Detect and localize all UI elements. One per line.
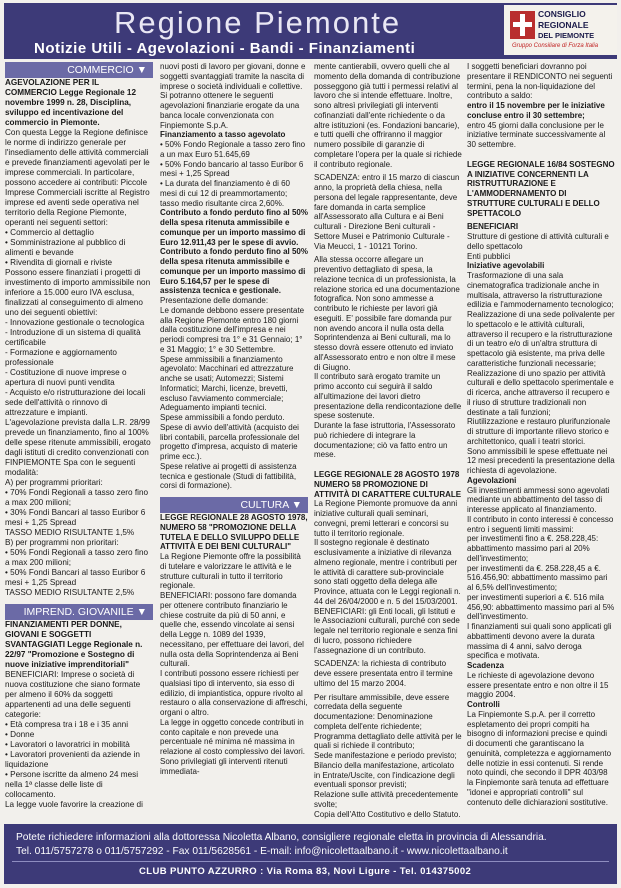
paragraph: per investimenti superiori a €. 516 mila 456,90: abbattimento massimo pari al 5% dell'investimento. [467,592,615,622]
paragraph: Le richieste di agevolazione devono essere presentate entro e non oltre il 15 maggio 2004. [467,670,609,700]
paragraph: Il contributo sarà erogato tramite un primo acconto cui seguirà il saldo all'ultimazione dei lavori dietro presentazione della rendicontazione delle spese sostenute. [314,372,462,421]
commercio-heading: AGEVOLAZIONE PER IL COMMERCIO Legge Regionale 12 novembre 1999 n. 28, Disciplina, sviluppo ed incentivazione del commercio in Piemonte. [5,78,137,127]
list-item: Relazione sulle attività precedentemente svolte; [314,790,459,809]
highlight-paragraph: Contributo a fondo perduto fino al 50% della spesa ritenuta ammissibile e comunque per un importo massimo di Euro 5.164,57 per le spese di assistenza tecnica e gestionale. [160,247,308,296]
list-item: Bilancio della manifestazione, articolato in Entrate/Uscite, con l'indicazione degli eventuali sponsor previsti; [314,760,455,790]
header-banner [4,3,617,59]
section-band-commercio: COMMERCIO ▼ [5,62,153,78]
subheading: Scadenza [467,661,504,670]
paragraph: La Regione Piemonte offre la possibilità di tutelare e valorizzare le attività e le strutture culturali in tutto il territorio regionale. [160,552,301,591]
list-item: • Commercio al dettaglio [5,228,153,238]
list-item: - Costituzione di nuove imprese o apertura di nuovi punti vendita [5,368,153,388]
giovanile-paragraph: BENEFICIARI: Imprese o società di nuova costituzione che siano formate per almeno il 60% da soggetti appartenenti ad una delle seguenti categorie: [5,670,141,719]
footer-banner [4,824,617,884]
paragraph: Presentazione delle domande: [160,296,269,305]
paragraph: per investimenti fino a €. 258.228,45: abbattimento massimo pari al 20% dell'investimento; [467,534,599,563]
giovanile-heading: FINANZIAMENTI PER DONNE, GIOVANI E SOGGETTI SVANTAGGIATI Legge Regionale n. 22/97 "Promozione e Sostegno di nuove iniziative imprenditoriali" [5,620,143,669]
spettacolo-heading: LEGGE REGIONALE 16/84 SOSTEGNO A INIZIATIVE CONCERNENTI LA RISTRUTTURAZIONE E L'AMMODERNAMENTO DI STRUTTURE CULTURALI E DELLO SPETTACOLO [467,159,615,218]
consiglio-logo [504,5,617,55]
paragraph: Gli investimenti ammessi sono agevolati mediante un abbattimento del tasso di interesse applicato al finanziamento. [467,485,610,514]
cultura-heading: LEGGE REGIONALE 28 AGOSTO 1978, NUMERO 58 "PROMOZIONE DELLA TUTELA E DELLO SVILUPPO DELLE ATTIVITÀ E DEI BENI CULTURALI" [160,513,308,552]
paragraph: Spese di avvio dell'attività (acquisto dei libri contabili, parcella professionale del progetto d'impresa, acquisto di materie prime ecc.). [160,422,300,461]
list-item: • Persone iscritte da almeno 24 mesi nella 1ª classe delle liste di collocamento. [5,770,153,800]
footer-info: Potete richiedere informazioni alla dottoressa Nicoletta Albano, consigliere regionale eletta in provincia di Alessandria. [16,832,547,843]
list-item: • 50% Fondo Regionale a tasso zero fino a un max Euro 51.645,69 [160,140,308,160]
page-subtitle: Notizie Utili - Agevolazioni - Bandi - Finanziamenti [34,40,416,57]
list-item: - Innovazione gestionale o tecnologica [5,318,153,328]
giovanile-paragraph: Si potranno ottenere le seguenti agevolazioni finanziarie erogate da una banca locale convenzionata con Finpiemonte S.p.A. [160,91,300,130]
paragraph: Il contributo in conto interessi è concesso entro i seguenti limiti massimi: [467,514,614,534]
paragraph: La Regione Piemonte promuove da anni iniziative culturali quali seminari, convegni, premi letterari e concorsi su tutto il territorio regionale. [314,499,458,538]
paragraph: Trasformazione di una sala cinematografica tradizionale anche in multisala, attraverso la ristrutturazione edilizia e l'ammodernamento tecnologico; [467,271,614,310]
paragraph: Le domande debbono essere presentate alla Regione Piemonte entro 180 giorni dalla costituzione dell'impresa e nei periodi compresi tra 1° e 31 Gennaio; 1° e 31 Maggio; 1° e 30 Settembre. [160,305,305,354]
list-item: • 50% Fondi Regionali a tasso zero fino a max 200 milioni; [5,548,153,568]
commercio-rate: TASSO MEDIO RISULTANTE 2,5% [5,588,135,597]
column-4 [467,62,615,807]
column-2 [160,62,308,776]
footer-contacts: Tel. 011/5757278 o 011/5757292 - Fax 011/5628561 - E-mail: info@nicolettaalbano.it - www.nicolettaalbano.it [16,846,508,857]
paragraph: I soggetti beneficiari dovranno poi presentare il RENDICONTO nei seguenti termini, pena la non-liquidazione del contributo a saldo: [467,62,613,101]
subheading: Controlli [467,700,500,709]
paragraph: Spese relative ai progetti di assistenza tecnica e gestionale (Studi di fattibilità, corsi di formazione). [160,461,297,491]
paragraph: La legge in oggetto concede contributi in conto capitale e non prevede una percentuale né minima né massima in relazione al costo complessivo dei lavori. Sono privilegiati gli interventi ritenuti immediata- [160,717,305,776]
cultura-subheading: LEGGE REGIONALE 28 AGOSTO 1978 NUMERO 58 PROMOZIONE DI ATTIVITÀ DI CARATTERE CULTURALE [314,470,462,499]
paragraph: Spese ammissibili a finanziamento agevolato: Macchinari ed attrezzature anche se usati; Automezzi; Sistemi Informatici; Marchi, licenze, brevetti, escluso l'avviamento commerciale; Adeguamento impianti tecnici. [160,354,294,413]
logo-line4: Gruppo Consiliare di Forza Italia [512,43,599,49]
commercio-paragraph: Possono essere finanziati i progetti di investimento di importo ammissibile non inferiore a 15.000 euro IVA esclusa, finalizzati al conseguimento di almeno uno dei seguenti obiettivi: [5,268,151,317]
commercio-rate: TASSO MEDIO RISULTANTE 1,5% [5,528,135,537]
paragraph: I finanziamenti sui quali sono applicati gli abbattimenti devono avere la durata massima di 4 anni, salvo deroga specifica e motivata. [467,622,612,661]
paragraph: per investimenti da €. 258.228,45 a €. 516.456,90: abbattimento massimo pari al 6,5% dell'investimento; [467,563,608,592]
paragraph: BENEFICIARI: gli Enti locali, gli Istituti e le Associazioni culturali, purché con sede legale nel territorio regionale e senza fini di lucro, possono richiedere l'assegnazione di un contributo. [314,606,460,655]
list-item: • La durata del finanziamento è di 60 mesi di cui 12 di preammortamento; tasso medio risultante circa 2,60%. [160,179,308,208]
paragraph: La Finpiemonte S.p.A. per il corretto espletamento dei propri compiti ha bisogno di informazioni precise e quindi di documenti che garantiscano la genuinità, completezza e aggiornamento delle notizie in essi contenuti. Si rende noto quindi, che secondo il DPR 403/98 la Finpiemonte sarà tenuta ad effettuare "idonei e appropriati controlli" sul contenuto delle dichiarazioni sostitutive. [467,709,612,807]
commercio-paragraph: A) per programmi prioritari: [5,478,103,487]
list-item: • 70% Fondi Regionali a tasso zero fino a max 200 milioni; [5,488,153,508]
paragraph: entro 45 giorni dalla conclusione per le iniziative terminate successivamente al 30 settembre. [467,120,606,149]
list-item: - Acquisto e/o ristrutturazione dei locali sede dell'attività o rinnovo di attrezzature e impianti. [5,388,153,418]
paragraph: Spese ammissibili a fondo perduto. [160,413,285,422]
column-1 [5,62,153,810]
list-item: • 30% Fondi Bancari al tasso Euribor 6 mesi + 1,25 Spread [5,508,153,528]
column-3 [314,62,462,819]
section-band-cultura: CULTURA ▼ [160,497,308,513]
crest-icon [510,11,535,39]
subheading: Iniziative agevolabili [467,261,545,271]
paragraph: SCADENZA: entro il 15 marzo di ciascun anno, la proprietà della chiesa, nella persona del legale rappresentante, deve fare domanda in carta semplice all'Assessorato alla Cultura e ai Beni culturali - Direzione Beni culturali - Settore Musei e Patrimonio Culturale - Via Meucci, 1 - 10121 Torino. [314,173,460,251]
subheading: Agevolazioni [467,475,517,485]
commercio-intro: Con questa Legge la Regione definisce le norme di indirizzo generale per l'insediamento delle attività commerciali e prevede finanziamenti agevolati per le imprese commerciali. In particolare, possono accedere ai contributi: Piccole Imprese Commerciali iscritte al Registro imprese ed aventi sede operativa nel territorio della Regione Piemonte, operanti nei seguenti settori: [5,128,150,227]
paragraph: Realizzazione di uno spazio per attività culturali e dello spettacolo sperimentale e di ricerca, anche attraverso il recupero e il riuso di strutture tradizionali non destinate a tali funzioni; [467,368,614,417]
page-title: Regione Piemonte [114,5,402,40]
list-item: Copia dell'Atto Costitutivo e dello Statuto. [314,809,461,819]
paragraph: Realizzazione di una sede polivalente per lo spettacolo e le attività culturali, attraverso il recupero e la ristrutturazione di un teatro e/o di un'altra struttura di spettacolo già esistente, ma priva delle caratteristiche funzionali necessarie; [467,310,615,368]
paragraph: SCADENZA: la richiesta di contributo deve essere presentata entro il termine ultimo del 15 marzo 2004. [314,659,453,688]
list-item: - Formazione e aggiornamento professionale [5,348,153,368]
footer-divider [12,861,609,862]
highlight-paragraph: Contributo a fondo perduto fino al 50% della spesa ritenuta ammissibile e comunque per un importo massimo di Euro 12.911,43 per le spese di avvio. [160,208,308,247]
giovanile-paragraph: nuovi posti di lavoro per giovani, donne e soggetti svantaggiati tramite la nascita di imprese o società individuali e collettive. [160,62,306,91]
list-item: • 50% Fondi Bancari al tasso Euribor 6 mesi + 1,25 Spread [5,568,153,588]
list-item: Sede manifestazione e periodo previsto; [314,751,457,760]
list-item: • Età compresa tra i 18 e i 35 anni [5,720,153,730]
paragraph: Il sostegno regionale è destinato esclusivamente a iniziative di rilevanza almeno regionale, mentre i contributi per le attività di carattere sub-provinciale sono stati oggetto della delega alle Province, attuata con le Leggi regionali n. 44 del 26/04/2000 e n. 5 del 15/03/2001. [314,538,461,606]
paragraph: Per risultare ammissibile, deve essere corredata della seguente documentazione: Denominazione completa dell'ente richiedente; [314,692,450,731]
paragraph: BENEFICIARI: possono fare domanda per ottenere contributo finanziario le chiese costruite da più di 50 anni, e quelle che, essendo vincolate ai sensi della Legge n. 1089 del 1939, necessitano, per effettuare dei lavori, del nulla osta della Soprintendenza ai Beni culturali. [160,591,304,669]
list-item: Enti pubblici [467,251,511,261]
giovanile-paragraph: La legge vuole favorire la creazione di [5,800,143,809]
list-item: • Lavoratori provenienti da aziende in liquidazione [5,750,153,770]
logo-line3: DEL PIEMONTE [538,31,595,40]
paragraph: Sono ammissibili le spese effettuate nei 12 mesi precedenti la presentazione della richiesta di agevolazione. [467,446,615,475]
paragraph: Alla stessa occorre allegare un preventivo dettagliato di spesa, la relazione tecnica di un professionista, la relazione storica ed una documentazione fotografica. Non sono ammesse a contributo le richieste per lavori già eseguiti. E' possibile fare domanda pur non avendo ancora il nulla osta della Soprintendenza ai Beni culturali, ma lo stesso dovrà essere ottenuto ed inviato all'Assessorato entro e non oltre il mese di Giugno. [314,255,460,372]
section-band-giovanile: IMPREND. GIOVANILE ▼ [5,604,153,620]
paragraph: entro il 15 novembre per le iniziative concluse entro il 30 settembre; [467,101,605,120]
list-item: Strutture di gestione di attività culturali e dello spettacolo [467,232,609,251]
logo-line2: REGIONALE [538,20,589,30]
list-item: • Lavoratori o lavoratrici in mobilità [5,740,153,750]
paragraph: mente cantierabili, ovvero quelli che al momento della domanda di contribuzione posseggono già tutti i permessi relativi al lavoro che si intende effettuare. Inoltre, sono altresì privilegiati gli interventi cofinanziati dall'ente richiedente o da altre istituzioni (es. Fondazioni bancarie), e tutti quelli che offriranno il maggior numero possibile di garanzie di completare l'opera per la quale si richiede il contributo regionale. [314,62,462,169]
list-item: • Donne [5,730,153,740]
logo-line1: CONSIGLIO [538,9,586,19]
commercio-paragraph: B) per programmi non prioritari: [5,538,119,547]
list-item: • Somministrazione al pubblico di alimenti e bevande [5,238,153,258]
commercio-paragraph: L'agevolazione prevista dalla L.R. 28/99 prevede un finanziamento, fino al 100% delle spese ritenute ammissibili, erogato dagli istituti di credito convenzionati con FINPIEMONTE Spa con le seguenti modalità: [5,418,151,477]
paragraph: Riutilizzazione e restauro plurifunzionale di strutture di importante rilievo storico e architettonico, quali i teatri storici. [467,417,611,446]
footer-address: CLUB PUNTO AZZURRO : Via Roma 83, Novi Ligure - Tel. 014375002 [139,866,472,877]
paragraph: I contributi possono essere richiesti per qualsiasi tipo di intervento, sia esso di edilizio, di impiantistica, oppure rivolto al restauro o alla conservazione di affreschi, organi o altro. [160,669,308,717]
paragraph: Durante la fase istruttoria, l'Assessorato può richiedere di integrare la documentazione; ciò va fatto entro un mese. [314,421,456,460]
list-item: - Introduzione di un sistema di qualità certificabile [5,328,153,348]
subheading: Finanziamento a tasso agevolato [160,130,286,140]
list-item: • 50% Fondo bancario al tasso Euribor 6 mesi + 1,25 Spread [160,160,308,180]
list-item: Programma dettagliato delle attività per le quali si richiede il contributo; [314,731,462,751]
list-item: • Rivendita di giornali e riviste [5,258,153,268]
subheading: BENEFICIARI [467,222,519,232]
